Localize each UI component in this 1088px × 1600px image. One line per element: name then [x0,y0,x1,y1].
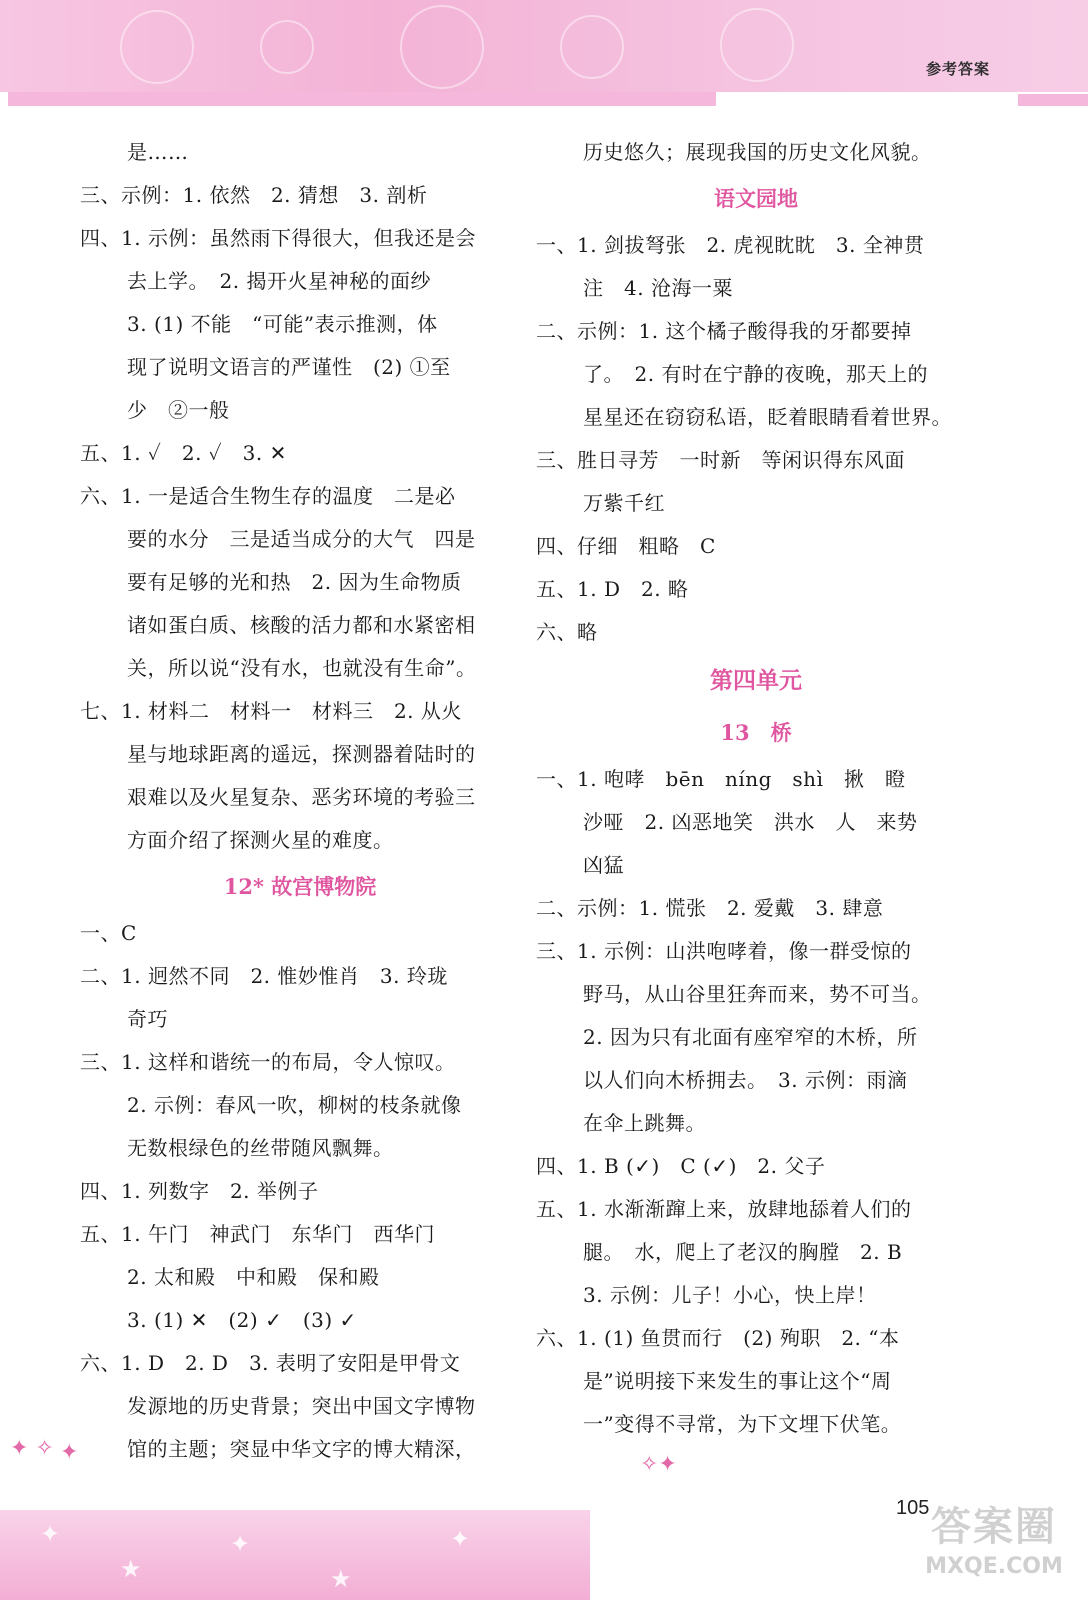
answer-line: 历史悠久；展现我国的历史文化风貌。 [583,140,932,164]
sparkle-icon: ✦ ✧ [10,1436,54,1461]
answer-line: 2. 太和殿 中和殿 保和殿 [127,1265,380,1289]
answer-line: 腿。 水，爬上了老汉的胸膛 2. B [583,1240,903,1264]
decor-circle [560,15,624,79]
answer-line: 关，所以说“没有水，也就没有生命”。 [127,656,477,680]
footer-band [0,1510,590,1600]
answer-line: 五、1. 水渐渐蹿上来，放肆地舔着人们的 [536,1197,912,1221]
star-icon: ✦ [450,1525,471,1553]
answer-line: 方面介绍了探测火星的难度。 [127,828,394,852]
answer-line: 二、示例：1. 慌张 2. 爱戴 3. 肆意 [536,896,884,920]
answer-line: 凶猛 [583,853,624,877]
answer-line: 四、1. 示例：虽然雨下得很大，但我还是会 [80,226,476,250]
answer-line: 星与地球距离的遥远，探测器着陆时的 [127,742,476,766]
sparkle-icon: ✦ [60,1440,79,1465]
decor-circle [720,8,794,82]
answer-line: 3. 示例：儿子！小心，快上岸！ [583,1283,877,1307]
answer-line: 野马，从山谷里狂奔而来，势不可当。 [583,982,932,1006]
decor-circle [400,5,484,89]
star-icon: ✦ [40,1520,61,1548]
header-strip-right [1018,94,1088,106]
answer-line: 在伞上跳舞。 [583,1111,706,1135]
answer-line: 五、1. D 2. 略 [536,577,689,601]
watermark-url: MXQE.COM [925,1554,1063,1579]
answer-line: 一、1. 咆哮 bēn níng shì 揪 瞪 [536,767,906,791]
answer-line: 艰难以及火星复杂、恶劣环境的考验三 [127,785,476,809]
answer-line: 奇巧 [127,1007,168,1031]
answer-line: 3. (1) ✕ (2) ✓ (3) ✓ [127,1308,357,1332]
answer-line: 五、1. ✓ 2. ✓ 3. ✕ [80,441,287,465]
answer-line: 七、1. 材料二 材料一 材料三 2. 从火 [80,699,462,723]
page-number: 105 [896,1497,930,1519]
answer-line: 二、示例：1. 这个橘子酸得我的牙都要掉 [536,319,912,343]
answer-line: 万紫千红 [583,491,665,515]
answer-line: 3. (1) 不能 “可能”表示推测，体 [127,312,438,336]
answer-line: 二、1. 迥然不同 2. 惟妙惟肖 3. 玲珑 [80,964,448,988]
answer-line: 星星还在窃窃私语，眨着眼睛看着世界。 [583,405,952,429]
answer-line: 六、1. D 2. D 3. 表明了安阳是甲骨文 [80,1351,461,1375]
sparkle-icon: ✧✦ [640,1452,677,1477]
answer-line: 六、1. (1) 鱼贯而行 (2) 殉职 2. “本 [536,1326,900,1350]
answer-line: 2. 因为只有北面有座窄窄的木桥，所 [583,1025,918,1049]
answer-line: 注 4. 沧海一粟 [583,276,733,300]
answer-line: 馆的主题；突显中华文字的博大精深， [127,1437,476,1461]
answer-line: 六、略 [536,620,598,644]
answer-line: 要的水分 三是适当成分的大气 四是 [127,527,476,551]
answer-line: 是…… [127,140,189,164]
answer-line: 三、1. 示例：山洪咆哮着，像一群受惊的 [536,939,912,963]
answer-line: 少 ②一般 [127,398,230,422]
header-strip [8,92,716,106]
answer-line: 四、1. B (✓) C (✓) 2. 父子 [536,1154,826,1178]
decor-circle [120,10,194,84]
answer-line: 是”说明接下来发生的事让这个“周 [583,1369,892,1393]
answer-line: 四、1. 列数字 2. 举例子 [80,1179,319,1203]
answer-line: 三、示例：1. 依然 2. 猜想 3. 剖析 [80,183,428,207]
answer-line: 沙哑 2. 凶恶地笑 洪水 人 来势 [583,810,918,834]
section-heading: 语文园地 [714,186,798,211]
answer-line: 六、1. 一是适合生物生存的温度 二是必 [80,484,456,508]
watermark [908,1504,1080,1596]
section-heading: 13 桥 [720,720,792,745]
answer-line: 三、1. 这样和谐统一的布局，令人惊叹。 [80,1050,456,1074]
star-icon: ★ [120,1555,142,1583]
answer-line: 以人们向木桥拥去。 3. 示例：雨滴 [583,1068,908,1092]
watermark-title: 答案圈 [931,1504,1057,1550]
answer-line: 发源地的历史背景；突出中国文字博物 [127,1394,476,1418]
star-icon: ✦ [230,1530,251,1558]
answer-line: 四、仔细 粗略 C [536,534,716,558]
answer-line: 五、1. 午门 神武门 东华门 西华门 [80,1222,435,1246]
page-header-title: 参考答案 [925,60,990,78]
answer-line: 一”变得不寻常，为下文埋下伏笔。 [583,1412,902,1436]
answer-line: 2. 示例：春风一吹，柳树的枝条就像 [127,1093,462,1117]
answer-line: 三、胜日寻芳 一时新 等闲识得东风面 [536,448,905,472]
answer-line: 了。 2. 有时在宁静的夜晚，那天上的 [583,362,928,386]
answer-line: 诸如蛋白质、核酸的活力都和水紧密相 [127,613,476,637]
section-heading: 12* 故宫博物院 [223,874,377,899]
star-icon: ★ [330,1565,352,1593]
section-heading: 第四单元 [710,667,802,694]
answer-line: 一、C [80,921,137,945]
decor-circle [260,20,314,74]
left-column [80,131,520,1471]
answer-line: 要有足够的光和热 2. 因为生命物质 [127,570,462,594]
answer-line: 去上学。 2. 揭开火星神秘的面纱 [127,269,431,293]
answer-line: 现了说明文语言的严谨性 (2) ①至 [127,355,451,379]
answer-line: 无数根绿色的丝带随风飘舞。 [127,1136,394,1160]
header-band [0,0,1088,92]
right-column [536,131,976,1446]
answer-line: 一、1. 剑拔弩张 2. 虎视眈眈 3. 全神贯 [536,233,925,257]
